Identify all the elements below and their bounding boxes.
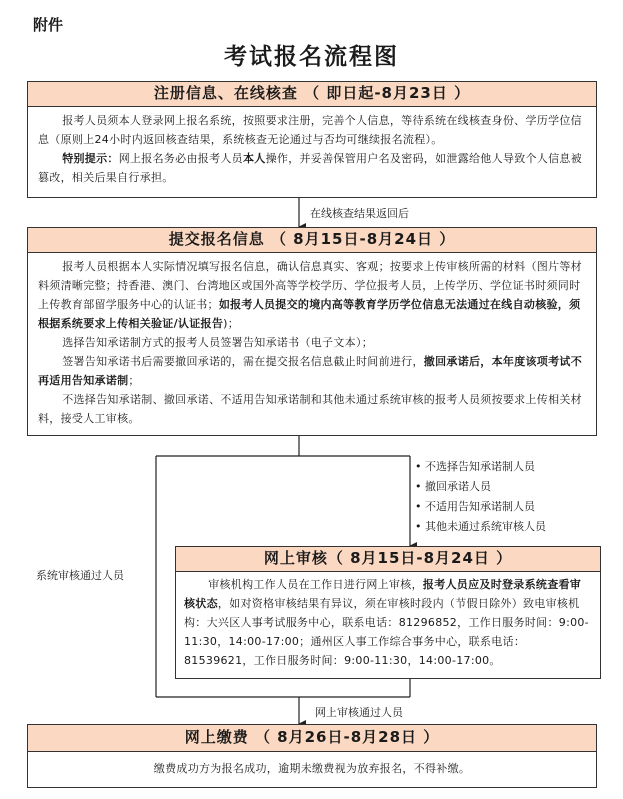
submit-info-header: 提交报名信息 （ 8月15日-8月24日 ）	[28, 228, 596, 253]
submit-info-text-4: 不选择告知承诺制、撤回承诺、不适用告知承诺制和其他未通过系统审核的报考人员须按要求上传相关材料，接受人工审核。	[38, 393, 582, 425]
submit-info-text-2: 选择告知承诺制方式的报考人员签署告知承诺书（电子文本）；	[62, 336, 374, 349]
online-review-header: 网上审核（ 8月15日-8月24日 ）	[176, 547, 600, 572]
payment-header: 网上缴费 （ 8月26日-8月28日 ）	[28, 725, 596, 752]
submit-info-box	[27, 227, 597, 436]
condition-item: • 撤回承诺人员	[415, 480, 491, 493]
payment-box	[27, 724, 597, 788]
page-title: 考试报名流程图	[224, 43, 399, 70]
register-step-box	[27, 81, 597, 198]
condition-item: • 其他未通过系统审核人员	[415, 520, 546, 533]
system-pass-label: 系统审核通过人员	[36, 569, 124, 582]
register-step-text: 报考人员须本人登录网上报名系统，按照要求注册，完善个人信息，等待系统在线核查身份、学历学位信息（原则上24小时内返回核查结果，系统核查无论通过与否均可继续报名流程）。	[38, 114, 582, 146]
condition-item: • 不适用告知承诺制人员	[415, 500, 535, 513]
online-review-body	[176, 572, 600, 670]
submit-info-text-3: 签署告知承诺书后需要撤回承诺的，需在提交报名信息截止时间前进行，撤回承诺后，本年度该项考试不再适用告知承诺制；	[38, 355, 582, 387]
manual-review-conditions	[415, 457, 546, 537]
payment-body: 缴费成功方为报名成功，逾期未缴费视为放弃报名，不得补缴。	[153, 762, 471, 775]
check-result-label: 在线核查结果返回后	[310, 207, 409, 220]
register-step-notice: 特别提示：网上报名务必由报考人员本人操作，并妥善保管用户名及密码，如泄露给他人导致个人信息被篡改，相关后果自行承担。	[38, 152, 583, 184]
register-step-body	[28, 107, 596, 187]
condition-item: • 不选择告知承诺制人员	[415, 460, 535, 473]
submit-info-text-1: 报考人员根据本人实际情况填写报名信息，确认信息真实、客观；按要求上传审核所需的材料（图片等材料须清晰完整；持香港、澳门、台湾地区或国外高等学校学历、学位报考人员，上传学历、学位证书时须同时上传教育部留学服务中心的认证书；如报考人员提交的境内高等教育学历学位信息无法通过在线自动核验，须根据系统要求上传相关验证/认证报告)；	[38, 260, 582, 330]
review-pass-label: 网上审核通过人员	[315, 706, 403, 719]
register-step-header: 注册信息、在线核查 （ 即日起-8月23日 ）	[28, 82, 596, 107]
online-review-box	[175, 546, 601, 679]
online-review-text: 审核机构工作人员在工作日进行网上审核，报考人员应及时登录系统查看审核状态，如对资格审核结果有异议，须在审核时段内（节假日除外）致电审核机构：大兴区人事考试服务中心，联系电话：81296852，工作日服务时间：9:00-11:30，14:00-17:00；通州区人事工作综合事务中心，联系电话：81539621，工作日服务时间：9:00-11:30，14:00-17:00。	[184, 578, 589, 667]
submit-info-body	[28, 253, 596, 428]
attachment-label: 附件	[33, 16, 64, 34]
